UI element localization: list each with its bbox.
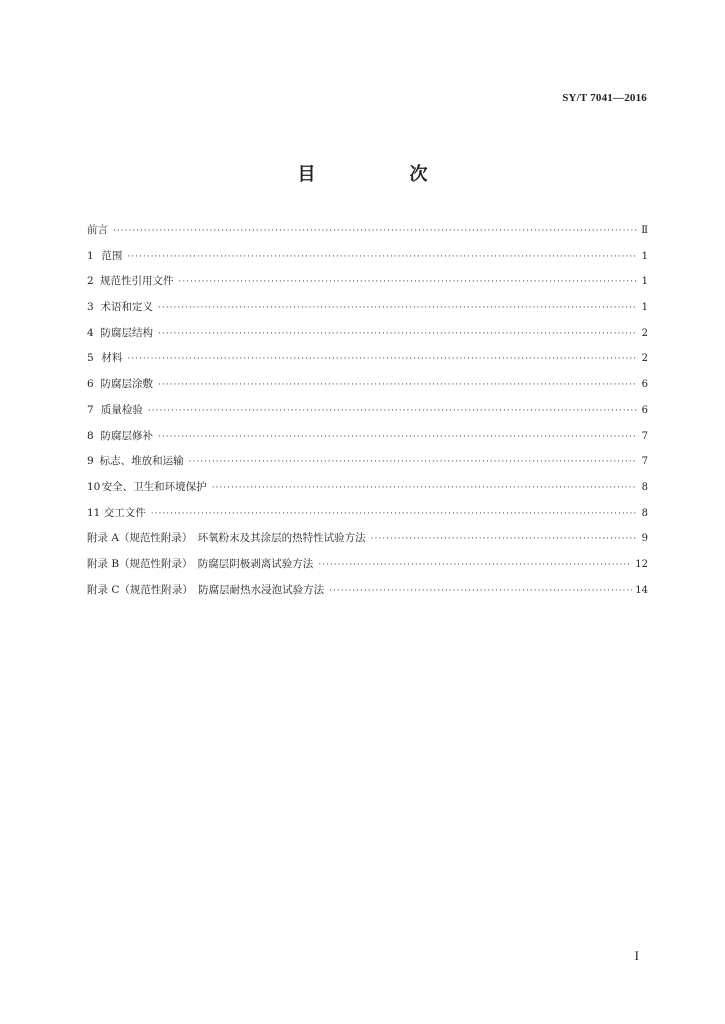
toc-leader-dots bbox=[158, 329, 637, 339]
toc-entry-label: 交工文件 bbox=[103, 506, 146, 519]
toc-entry-label: 材料 bbox=[101, 352, 123, 365]
toc-entry-label: 附录 A（规范性附录） 环氧粉末及其涂层的热特性试验方法 bbox=[87, 532, 366, 545]
toc-entry-number: 11 bbox=[87, 506, 101, 519]
toc-entry-5[interactable] bbox=[87, 350, 648, 376]
toc-entry-8[interactable] bbox=[87, 428, 648, 454]
toc-leader-dots bbox=[158, 303, 637, 313]
toc-entry-foreword[interactable] bbox=[87, 222, 648, 248]
toc-leader-dots bbox=[148, 406, 637, 416]
toc-entry-label: 前言 bbox=[87, 224, 108, 236]
toc-leader-dots bbox=[329, 586, 632, 596]
toc-entry-number: 8 bbox=[87, 429, 94, 442]
toc-entry-page: 1 bbox=[641, 302, 648, 314]
table-of-contents bbox=[87, 222, 648, 607]
toc-entry-label: 质量检验 bbox=[100, 403, 143, 416]
toc-entry-appendix-a[interactable] bbox=[87, 530, 648, 556]
toc-entry-2[interactable] bbox=[87, 273, 648, 299]
toc-leader-dots bbox=[189, 457, 637, 467]
standard-code: SY/T 7041—2016 bbox=[562, 92, 647, 104]
toc-entry-number: 9 bbox=[87, 455, 94, 468]
toc-entry-number: 10 bbox=[87, 480, 101, 493]
toc-entry-label: 防腐层涂敷 bbox=[100, 378, 154, 391]
toc-entry-page: 2 bbox=[641, 353, 648, 365]
toc-leader-dots bbox=[113, 226, 637, 236]
toc-leader-dots bbox=[151, 509, 637, 519]
toc-entry-page: 6 bbox=[641, 379, 648, 391]
toc-entry-label: 防腐层修补 bbox=[100, 429, 154, 442]
toc-entry-page: 2 bbox=[641, 327, 648, 339]
toc-leader-dots bbox=[158, 380, 637, 390]
toc-entry-page: Ⅱ bbox=[641, 225, 648, 236]
toc-entry-label: 防腐层结构 bbox=[100, 326, 154, 339]
toc-entry-number: 5 bbox=[87, 352, 94, 365]
toc-entry-number: 2 bbox=[87, 275, 94, 288]
toc-entry-page: 1 bbox=[641, 276, 648, 288]
toc-entry-page: 9 bbox=[641, 533, 648, 545]
toc-leader-dots bbox=[127, 252, 637, 262]
toc-leader-dots bbox=[318, 560, 632, 570]
toc-entry-3[interactable] bbox=[87, 299, 648, 325]
toc-entry-10[interactable] bbox=[87, 479, 648, 505]
toc-leader-dots bbox=[158, 432, 637, 442]
toc-entry-appendix-b[interactable] bbox=[87, 556, 648, 582]
toc-leader-dots bbox=[178, 277, 637, 287]
toc-entry-number: 6 bbox=[87, 378, 94, 391]
toc-leader-dots bbox=[371, 534, 637, 544]
toc-entry-7[interactable] bbox=[87, 402, 648, 428]
toc-entry-page: 6 bbox=[641, 404, 648, 416]
toc-entry-9[interactable] bbox=[87, 453, 648, 479]
toc-entry-page: 12 bbox=[635, 558, 648, 570]
toc-entry-4[interactable] bbox=[87, 325, 648, 351]
toc-entry-label: 标志、堆放和运输 bbox=[99, 455, 184, 468]
toc-entry-page: 14 bbox=[635, 584, 648, 596]
toc-entry-label: 术语和定义 bbox=[100, 301, 154, 314]
toc-entry-page: 8 bbox=[641, 481, 648, 493]
toc-entry-label: 安全、卫生和环境保护 bbox=[101, 480, 207, 493]
page-number: I bbox=[634, 948, 639, 963]
toc-leader-dots bbox=[127, 354, 637, 364]
toc-entry-page: 8 bbox=[641, 507, 648, 519]
toc-entry-number: 4 bbox=[87, 326, 94, 339]
toc-entry-1[interactable] bbox=[87, 248, 648, 274]
toc-entry-number: 1 bbox=[87, 249, 94, 262]
toc-entry-6[interactable] bbox=[87, 376, 648, 402]
toc-entry-label: 附录 C（规范性附录） 防腐层耐热水浸泡试验方法 bbox=[87, 583, 325, 596]
toc-entry-label: 附录 B（规范性附录） 防腐层阴极剥离试验方法 bbox=[87, 557, 314, 570]
toc-entry-appendix-c[interactable] bbox=[87, 582, 648, 608]
toc-entry-number: 7 bbox=[87, 403, 94, 416]
toc-entry-page: 1 bbox=[641, 250, 648, 262]
toc-entry-label: 规范性引用文件 bbox=[99, 275, 174, 288]
toc-entry-number: 3 bbox=[87, 301, 94, 314]
page-title: 目 次 bbox=[297, 164, 466, 185]
toc-entry-page: 7 bbox=[641, 430, 648, 442]
toc-entry-11[interactable] bbox=[87, 505, 648, 531]
toc-leader-dots bbox=[212, 483, 637, 493]
toc-entry-label: 范围 bbox=[101, 249, 123, 262]
toc-entry-page: 7 bbox=[641, 456, 648, 468]
